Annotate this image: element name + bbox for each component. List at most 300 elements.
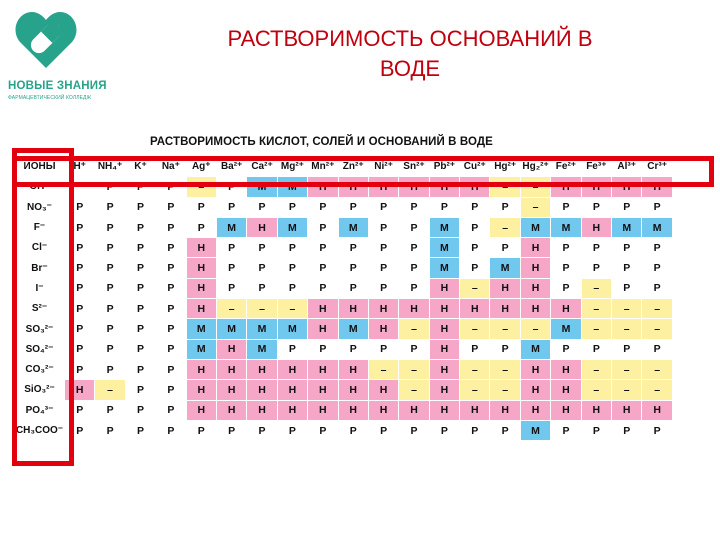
solubility-cell: Р [490, 197, 520, 217]
solubility-cell: Р [156, 319, 186, 339]
solubility-cell: Н [520, 400, 550, 420]
solubility-cell: Р [95, 278, 125, 298]
solubility-cell: – [520, 197, 550, 217]
solubility-cell: Р [216, 238, 246, 258]
solubility-cell: Р [216, 177, 246, 197]
cation-header-cell: Ca²⁺ [247, 157, 277, 177]
solubility-cell: Н [186, 258, 216, 278]
solubility-cell: Р [125, 359, 155, 379]
solubility-cell: Н [338, 400, 368, 420]
solubility-cell: – [95, 380, 125, 400]
cation-header-cell: Hg₂²⁺ [520, 157, 550, 177]
solubility-cell: М [429, 217, 459, 237]
solubility-cell: Р [338, 258, 368, 278]
solubility-cell: Н [308, 380, 338, 400]
solubility-cell: Н [551, 299, 581, 319]
solubility-cell: – [216, 299, 246, 319]
solubility-cell: Р [642, 258, 672, 278]
solubility-cell: М [551, 319, 581, 339]
anion-label: OH⁻ [15, 177, 65, 197]
solubility-cell: Р [368, 278, 398, 298]
anion-label: F⁻ [15, 217, 65, 237]
solubility-cell: Р [156, 238, 186, 258]
solubility-cell: Р [65, 217, 95, 237]
table-row [15, 400, 673, 420]
solubility-cell: Н [216, 339, 246, 359]
anion-label: PO₄³⁻ [15, 400, 65, 420]
solubility-cell: – [247, 299, 277, 319]
anion-label: I⁻ [15, 278, 65, 298]
solubility-cell: Р [429, 420, 459, 440]
page-title [140, 24, 680, 84]
solubility-cell: Н [520, 380, 550, 400]
solubility-cell: – [460, 359, 490, 379]
solubility-cell: Р [368, 420, 398, 440]
solubility-cell: Н [429, 380, 459, 400]
solubility-cell: – [490, 217, 520, 237]
solubility-cell: Р [612, 420, 642, 440]
anion-label: SO₄²⁻ [15, 339, 65, 359]
cation-header-cell: Na⁺ [156, 157, 186, 177]
solubility-cell: Р [399, 217, 429, 237]
cation-header-cell: Fe²⁺ [551, 157, 581, 177]
solubility-cell: Р [125, 258, 155, 278]
solubility-cell: Н [65, 380, 95, 400]
solubility-cell: Р [308, 278, 338, 298]
solubility-cell: Р [612, 258, 642, 278]
solubility-cell: М [520, 339, 550, 359]
solubility-cell: Н [429, 177, 459, 197]
table-row [15, 217, 673, 237]
solubility-cell: Н [399, 400, 429, 420]
solubility-cell: Р [125, 319, 155, 339]
solubility-cell: М [277, 319, 307, 339]
solubility-cell: Р [65, 278, 95, 298]
solubility-cell: Р [277, 278, 307, 298]
solubility-cell: Р [460, 238, 490, 258]
solubility-cell: Р [642, 278, 672, 298]
page-title-line-2: ВОДЕ [379, 56, 441, 81]
solubility-cell: Р [156, 400, 186, 420]
solubility-cell: Р [338, 339, 368, 359]
solubility-cell: Р [95, 197, 125, 217]
solubility-cell: Н [520, 359, 550, 379]
logo [8, 6, 112, 106]
solubility-cell: Н [429, 400, 459, 420]
anion-label: NO₃⁻ [15, 197, 65, 217]
cation-header-cell: Hg²⁺ [490, 157, 520, 177]
solubility-cell: Н [186, 278, 216, 298]
solubility-cell: М [338, 217, 368, 237]
solubility-cell: Н [338, 380, 368, 400]
solubility-cell: Р [581, 238, 611, 258]
solubility-cell: Р [308, 197, 338, 217]
solubility-cell: М [247, 339, 277, 359]
solubility-cell: Н [338, 359, 368, 379]
solubility-cell: Н [277, 400, 307, 420]
solubility-cell: Н [247, 380, 277, 400]
solubility-cell: Р [338, 238, 368, 258]
solubility-cell: Р [338, 197, 368, 217]
pill-capsule-heart-icon [14, 6, 78, 72]
solubility-cell: Р [95, 299, 125, 319]
solubility-cell: Р [399, 420, 429, 440]
page-title-line-1: РАСТВОРИМОСТЬ ОСНОВАНИЙ В [227, 26, 593, 51]
solubility-cell: Р [95, 258, 125, 278]
solubility-cell: Р [368, 217, 398, 237]
solubility-cell: Р [551, 258, 581, 278]
solubility-cell: Р [186, 217, 216, 237]
solubility-cell: Н [490, 278, 520, 298]
table-row [15, 177, 673, 197]
solubility-cell: Р [156, 278, 186, 298]
solubility-cell: Р [216, 258, 246, 278]
solubility-cell: Р [95, 359, 125, 379]
solubility-cell: Р [125, 197, 155, 217]
solubility-cell: Р [642, 420, 672, 440]
solubility-cell: Р [95, 238, 125, 258]
solubility-cell: Н [186, 238, 216, 258]
solubility-cell: Н [186, 299, 216, 319]
solubility-cell: Р [156, 258, 186, 278]
solubility-cell: Р [581, 339, 611, 359]
cation-header-cell: Cu²⁺ [460, 157, 490, 177]
table-row [15, 278, 673, 298]
solubility-cell: Н [368, 400, 398, 420]
solubility-cell: Н [247, 400, 277, 420]
solubility-cell: Р [551, 339, 581, 359]
solubility-cell: Н [186, 359, 216, 379]
solubility-cell: М [247, 319, 277, 339]
solubility-cell: Р [125, 217, 155, 237]
cation-header-cell: Mg²⁺ [277, 157, 307, 177]
solubility-cell: Н [520, 299, 550, 319]
solubility-cell: Р [277, 238, 307, 258]
solubility-cell: Р [399, 258, 429, 278]
solubility-cell: М [429, 258, 459, 278]
solubility-cell: Н [429, 359, 459, 379]
solubility-cell: – [581, 299, 611, 319]
solubility-cell: Р [65, 299, 95, 319]
solubility-cell: Р [125, 299, 155, 319]
solubility-cell: – [460, 278, 490, 298]
solubility-cell: – [612, 299, 642, 319]
solubility-cell: Н [308, 319, 338, 339]
solubility-cell: Р [277, 420, 307, 440]
solubility-cell: Р [581, 420, 611, 440]
solubility-cell: Н [520, 278, 550, 298]
solubility-cell [65, 177, 95, 197]
solubility-cell: Р [186, 197, 216, 217]
solubility-cell: Р [247, 238, 277, 258]
solubility-cell: М [642, 217, 672, 237]
solubility-cell: Р [308, 258, 338, 278]
solubility-cell: Р [125, 177, 155, 197]
solubility-cell: Н [520, 258, 550, 278]
cation-header-cell: Ag⁺ [186, 157, 216, 177]
solubility-cell: Р [186, 420, 216, 440]
solubility-cell: Р [338, 278, 368, 298]
brand-name: НОВЫЕ ЗНАНИЯ [8, 80, 107, 92]
cation-header-cell: Mn²⁺ [308, 157, 338, 177]
solubility-cell: Р [247, 278, 277, 298]
solubility-cell: Р [338, 420, 368, 440]
solubility-cell: – [399, 319, 429, 339]
solubility-cell: Р [581, 197, 611, 217]
solubility-cell: Р [460, 420, 490, 440]
solubility-cell: Р [308, 339, 338, 359]
solubility-cell: Н [186, 400, 216, 420]
solubility-cell: Н [399, 299, 429, 319]
solubility-cell: Р [429, 197, 459, 217]
brand-tagline: ФАРМАЦЕВТИЧЕСКИЙ КОЛЛЕДЖ [8, 95, 92, 101]
table-title: РАСТВОРИМОСТЬ КИСЛОТ, СОЛЕЙ И ОСНОВАНИЙ В ВОДЕ [150, 136, 493, 148]
solubility-cell: Р [399, 278, 429, 298]
solubility-cell: Н [429, 339, 459, 359]
cation-header-cell: H⁺ [65, 157, 95, 177]
solubility-cell: – [490, 359, 520, 379]
solubility-cell: Р [95, 339, 125, 359]
solubility-cell: Р [399, 197, 429, 217]
solubility-cell: Н [460, 299, 490, 319]
solubility-cell: М [216, 319, 246, 339]
solubility-cell: Н [368, 177, 398, 197]
solubility-cell: Р [460, 258, 490, 278]
solubility-cell: Р [247, 197, 277, 217]
solubility-cell: Н [186, 380, 216, 400]
solubility-cell: Р [95, 217, 125, 237]
anion-label: Cl⁻ [15, 238, 65, 258]
solubility-cell: Н [551, 400, 581, 420]
solubility-cell: – [399, 359, 429, 379]
table-row [15, 299, 673, 319]
solubility-cell: Н [460, 177, 490, 197]
solubility-cell: Н [642, 400, 672, 420]
cation-header-cell: NH₄⁺ [95, 157, 125, 177]
anion-label: CO₃²⁻ [15, 359, 65, 379]
anion-label: SiO₃²⁻ [15, 380, 65, 400]
table-row [15, 339, 673, 359]
solubility-cell: Н [338, 299, 368, 319]
solubility-cell: Р [551, 238, 581, 258]
solubility-cell: Р [125, 380, 155, 400]
solubility-cell: Р [399, 238, 429, 258]
solubility-cell: Р [125, 278, 155, 298]
solubility-cell: Р [95, 420, 125, 440]
solubility-cell: М [277, 217, 307, 237]
solubility-cell: Н [581, 217, 611, 237]
table-row [15, 197, 673, 217]
solubility-cell: Р [368, 258, 398, 278]
solubility-cell: Р [460, 197, 490, 217]
solubility-cell: Н [247, 217, 277, 237]
solubility-cell: Р [156, 420, 186, 440]
solubility-cell: М [520, 217, 550, 237]
solubility-table [14, 156, 673, 441]
solubility-cell: Р [642, 339, 672, 359]
solubility-cell: М [520, 420, 550, 440]
table-row [15, 359, 673, 379]
solubility-cell: Р [490, 420, 520, 440]
solubility-cell: Р [247, 258, 277, 278]
solubility-cell: – [581, 319, 611, 339]
solubility-cell: Р [490, 339, 520, 359]
solubility-cell: Р [368, 339, 398, 359]
solubility-cell: Н [429, 278, 459, 298]
solubility-cell: М [338, 319, 368, 339]
solubility-cell: – [520, 177, 550, 197]
solubility-cell: Р [95, 400, 125, 420]
solubility-cell: Н [368, 299, 398, 319]
solubility-cell: Н [551, 359, 581, 379]
solubility-cell: Р [95, 177, 125, 197]
solubility-cell: – [612, 359, 642, 379]
solubility-cell: Р [65, 400, 95, 420]
solubility-cell: Р [612, 339, 642, 359]
solubility-cell: Н [216, 359, 246, 379]
solubility-cell: Н [429, 319, 459, 339]
solubility-cell: Н [308, 359, 338, 379]
solubility-cell: Р [612, 238, 642, 258]
table-row [15, 420, 673, 440]
solubility-cell: – [612, 319, 642, 339]
table-row [15, 319, 673, 339]
solubility-cell: М [490, 258, 520, 278]
anion-label: SO₃²⁻ [15, 319, 65, 339]
solubility-cell: Р [216, 197, 246, 217]
solubility-cell: М [186, 339, 216, 359]
cation-header-cell: K⁺ [125, 157, 155, 177]
solubility-cell: Н [429, 299, 459, 319]
solubility-cell: М [247, 177, 277, 197]
solubility-cell: Р [277, 197, 307, 217]
solubility-cell: – [581, 359, 611, 379]
solubility-cell: Р [156, 177, 186, 197]
solubility-cell: Р [65, 319, 95, 339]
solubility-cell: Н [490, 400, 520, 420]
solubility-cell: Р [65, 238, 95, 258]
solubility-cell: Н [581, 177, 611, 197]
solubility-cell: Н [551, 380, 581, 400]
solubility-cell: Р [125, 420, 155, 440]
solubility-cell: – [520, 319, 550, 339]
cation-header-cell: Ni²⁺ [368, 157, 398, 177]
cation-header-row [15, 157, 673, 177]
solubility-cell: М [216, 217, 246, 237]
solubility-cell: – [642, 299, 672, 319]
solubility-cell: М [612, 217, 642, 237]
solubility-cell: Р [95, 319, 125, 339]
solubility-cell: Р [308, 420, 338, 440]
solubility-cell: Р [156, 380, 186, 400]
solubility-cell: Р [308, 238, 338, 258]
cation-header-cell: Sn²⁺ [399, 157, 429, 177]
solubility-cell: Р [277, 339, 307, 359]
solubility-cell: М [277, 177, 307, 197]
solubility-cell: Н [612, 177, 642, 197]
cation-header-cell: Fe³⁺ [581, 157, 611, 177]
solubility-cell: Н [277, 359, 307, 379]
cation-header-cell: Cr³⁺ [642, 157, 672, 177]
solubility-cell: Н [216, 380, 246, 400]
solubility-cell: Н [642, 177, 672, 197]
anion-label: Br⁻ [15, 258, 65, 278]
solubility-cell: – [490, 380, 520, 400]
solubility-cell: Р [125, 339, 155, 359]
solubility-cell: Р [156, 217, 186, 237]
solubility-cell: Р [65, 359, 95, 379]
solubility-cell: Р [65, 339, 95, 359]
cation-header-cell: Zn²⁺ [338, 157, 368, 177]
solubility-cell: Р [399, 339, 429, 359]
solubility-cell: – [460, 319, 490, 339]
solubility-cell: Р [156, 339, 186, 359]
solubility-cell: – [581, 380, 611, 400]
solubility-cell: – [490, 319, 520, 339]
solubility-cell: Р [460, 217, 490, 237]
solubility-cell: Н [520, 238, 550, 258]
solubility-cell: Р [156, 299, 186, 319]
solubility-cell: М [429, 238, 459, 258]
solubility-cell: Н [368, 319, 398, 339]
solubility-cell: Р [156, 197, 186, 217]
solubility-cell: – [581, 278, 611, 298]
solubility-cell: Р [308, 217, 338, 237]
solubility-cell: – [612, 380, 642, 400]
table-row [15, 258, 673, 278]
solubility-cell: Р [642, 238, 672, 258]
solubility-cell: Н [551, 177, 581, 197]
solubility-cell: Н [581, 400, 611, 420]
anion-label: S²⁻ [15, 299, 65, 319]
solubility-cell: Н [308, 299, 338, 319]
solubility-cell: Р [581, 258, 611, 278]
solubility-cell: Р [368, 238, 398, 258]
solubility-cell: Р [125, 238, 155, 258]
solubility-cell: Н [612, 400, 642, 420]
solubility-cell: – [642, 359, 672, 379]
table-row [15, 238, 673, 258]
solubility-cell: Р [216, 278, 246, 298]
solubility-cell: Р [65, 420, 95, 440]
solubility-cell: Р [156, 359, 186, 379]
solubility-cell: Р [551, 278, 581, 298]
solubility-cell: М [186, 319, 216, 339]
solubility-cell: – [399, 380, 429, 400]
solubility-cell: Н [399, 177, 429, 197]
solubility-cell: Н [247, 359, 277, 379]
solubility-cell: Н [308, 400, 338, 420]
solubility-cell: М [551, 217, 581, 237]
solubility-cell: – [642, 380, 672, 400]
solubility-cell: – [186, 177, 216, 197]
solubility-cell: – [460, 380, 490, 400]
solubility-cell: Р [460, 339, 490, 359]
solubility-cell: – [368, 359, 398, 379]
solubility-cell: Р [65, 197, 95, 217]
solubility-cell: Р [125, 400, 155, 420]
table-corner-label: ИОНЫ [15, 157, 65, 177]
cation-header-cell: Ba²⁺ [216, 157, 246, 177]
solubility-cell: Н [368, 380, 398, 400]
anion-label: CH₃COO⁻ [15, 420, 65, 440]
solubility-cell: Р [368, 197, 398, 217]
solubility-cell: Р [490, 238, 520, 258]
solubility-cell: – [277, 299, 307, 319]
solubility-cell: Н [216, 400, 246, 420]
solubility-cell: Р [247, 420, 277, 440]
solubility-cell: Р [216, 420, 246, 440]
